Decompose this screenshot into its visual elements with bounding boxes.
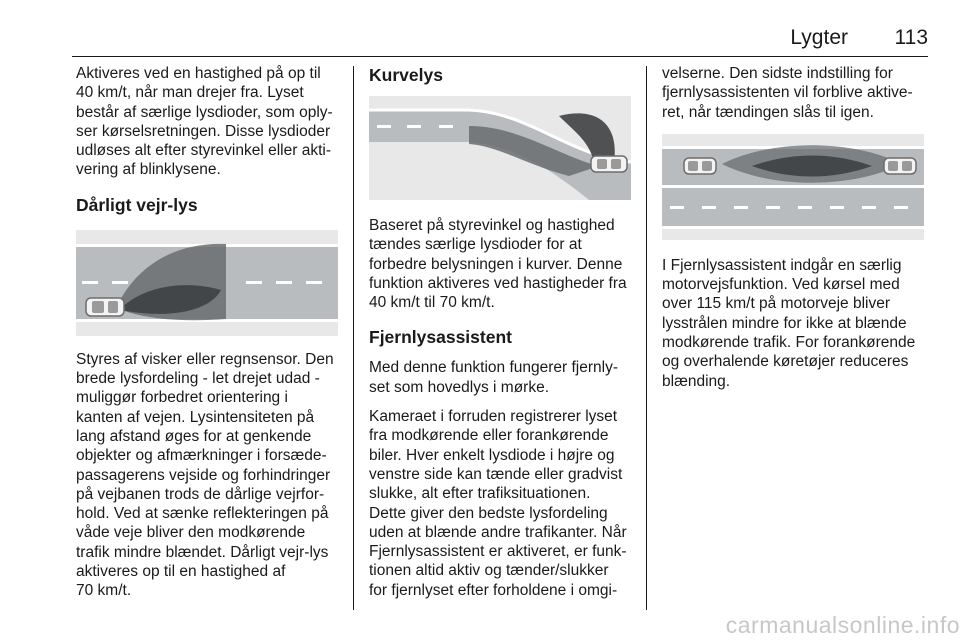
col1-paragraph-2: Styres af visker eller regnsensor. Den brede lysfordeling - let drejet udad - muliggør forbedret orientering i kanten af vejen. Lysintensiteten på lang afstand øges for at genkende objekter og afmærkninger i forsæde- passagerens vejside og forhindringer på vejbanen trods de dårlige vejrfor- hold. Ved at sænke reflekteringen på våde veje bliver den modkørende trafik mindre blændet. Dårligt vejr-lys aktiveres op til en hastighed af 70 km/t.: [76, 350, 334, 600]
bad-weather-light-illustration: [76, 230, 338, 336]
page-number: 113: [894, 26, 928, 49]
col1-paragraph-1: Aktiveres ved en hastighed på op til 40 km/t, når man drejer fra. Lyset består af særlige lysdioder, som oply- ser kørselsretningen. Disse lysdioder udløses alt efter styrevinkel eller akti- vering af blinklysene.: [76, 65, 333, 179]
col2-paragraph-2: Med denne funktion fungerer fjernly- set som hovedlys i mørke.: [369, 359, 619, 396]
col2-paragraph-1: Baseret på styrevinkel og hastighed tændes særlige lysdioder for at forbedre belysningen i kurver. Denne funktion aktiveres ved hastigheder fra 40 km/t til 70 km/t.: [369, 217, 627, 312]
header-rule: [72, 56, 928, 57]
watermark: carmanualsonline.info: [725, 612, 960, 638]
page-header-title: Lygter: [790, 26, 848, 49]
col2-paragraph-3: Kameraet i forruden registrerer lyset fra modkørende eller forankørende biler. Hver enkelt lysdiode i højre og venstre side kan tænde eller gradvist slukke, alt efter trafiksituationen. Dette giver den bedste lysfordeling uden at blænde andre trafikanter. Når Fjernlysassistent er aktiveret, er funk- tionen altid aktiv og tænder/slukker for fjernlyset efter forholdene i omgi-: [369, 408, 627, 599]
column-1: [76, 64, 344, 611]
column-divider-right: [646, 66, 647, 610]
col3-paragraph-2: I Fjernlysassistent indgår en særlig motorvejsfunktion. Ved kørsel med over 115 km/t på motorveje bliver lysstrålen mindre for ikke at blænde modkørende trafik. For forankørende og overhalende køretøjer reduceres blænding.: [662, 256, 916, 390]
column-divider-left: [353, 66, 354, 610]
heading-high-beam-assist: Fjernlysassistent: [369, 327, 512, 348]
heading-bad-weather-light: Dårligt vejr-lys: [76, 194, 198, 215]
col3-paragraph-1: velserne. Den sidste indstilling for fjernlysassistenten vil forblive aktive- ret, når tændingen slås til igen.: [662, 65, 913, 121]
column-3: [662, 64, 930, 401]
column-2: [369, 64, 637, 610]
curve-light-illustration: [369, 96, 631, 200]
heading-curve-light: Kurvelys: [369, 65, 443, 85]
high-beam-assist-illustration: [662, 134, 924, 240]
